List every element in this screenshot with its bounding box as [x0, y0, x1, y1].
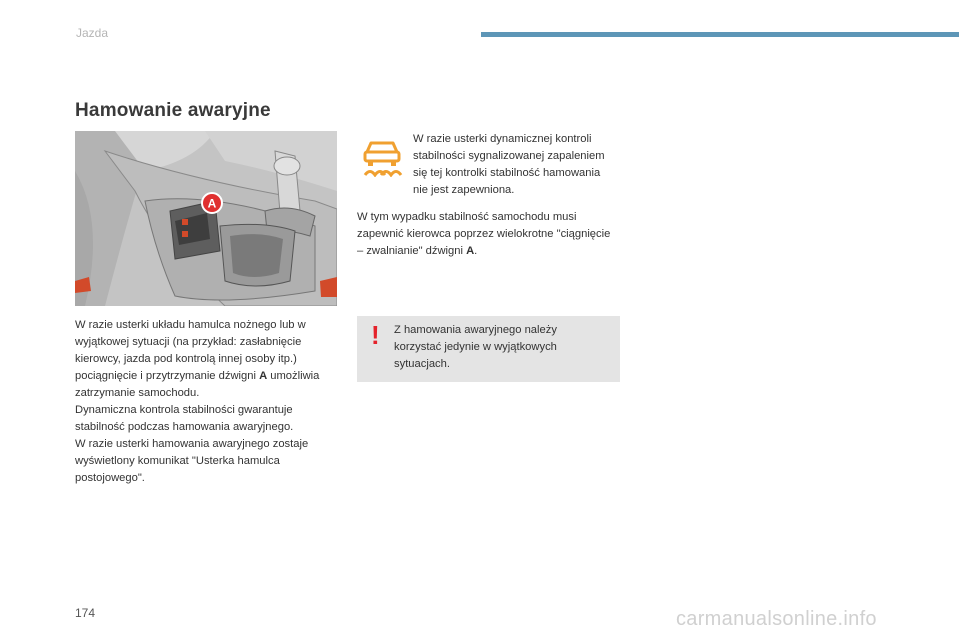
main-text-part1: W razie usterki układu hamulca nożnego lub w wyjątkowej sytuacji (na przykład: zasłabnięcie kierowcy, jazda pod kontrolą innej osoby itp.) pociągnięcie i przytrzymanie dźwigni [75, 319, 306, 382]
page-number: 174 [75, 606, 96, 620]
watermark: carmanualsonline.info [676, 608, 877, 630]
driver-action-letter: A [466, 245, 475, 257]
header-bar [481, 32, 959, 37]
warning-note [357, 316, 620, 382]
lever-letter: A [259, 370, 268, 382]
stability-paragraph: Dynamiczna kontrola stabilności gwarantuje stabilność podczas hamowania awaryjnego. [75, 404, 294, 433]
section-label: Jazda [76, 26, 109, 40]
console-illustration [75, 131, 337, 306]
failure-paragraph: W razie usterki hamowania awaryjnego zostaje wyświetlony komunikat "Usterka hamulca postojowego". [75, 438, 309, 484]
main-text [75, 317, 343, 487]
lever-marker-a: A [207, 196, 217, 211]
esc-warning-text: W razie usterki dynamicznej kontroli stabilności sygnalizowanej zapaleniem się tej kontrolki stabilność hamowania nie jest zapewniona. [413, 133, 605, 196]
warning-note-text: Z hamowania awaryjnego należy korzystać jedynie w wyjątkowych sytuacjach. [394, 324, 557, 370]
driver-action-part1: W tym wypadku stabilność samochodu musi zapewnić kierowca poprzez wielokrotne "ciągnięcie – zwalnianie" dźwigni [357, 211, 611, 257]
driver-action-text [357, 209, 617, 260]
page-title: Hamowanie awaryjne [75, 100, 271, 121]
main-text-part2: umożliwia zatrzymanie samochodu. [75, 370, 320, 399]
exclamation-icon: ! [371, 320, 380, 350]
driver-action-part2: . [474, 245, 478, 257]
esc-slip-warning-icon [361, 137, 403, 177]
console-drawing [75, 131, 337, 306]
